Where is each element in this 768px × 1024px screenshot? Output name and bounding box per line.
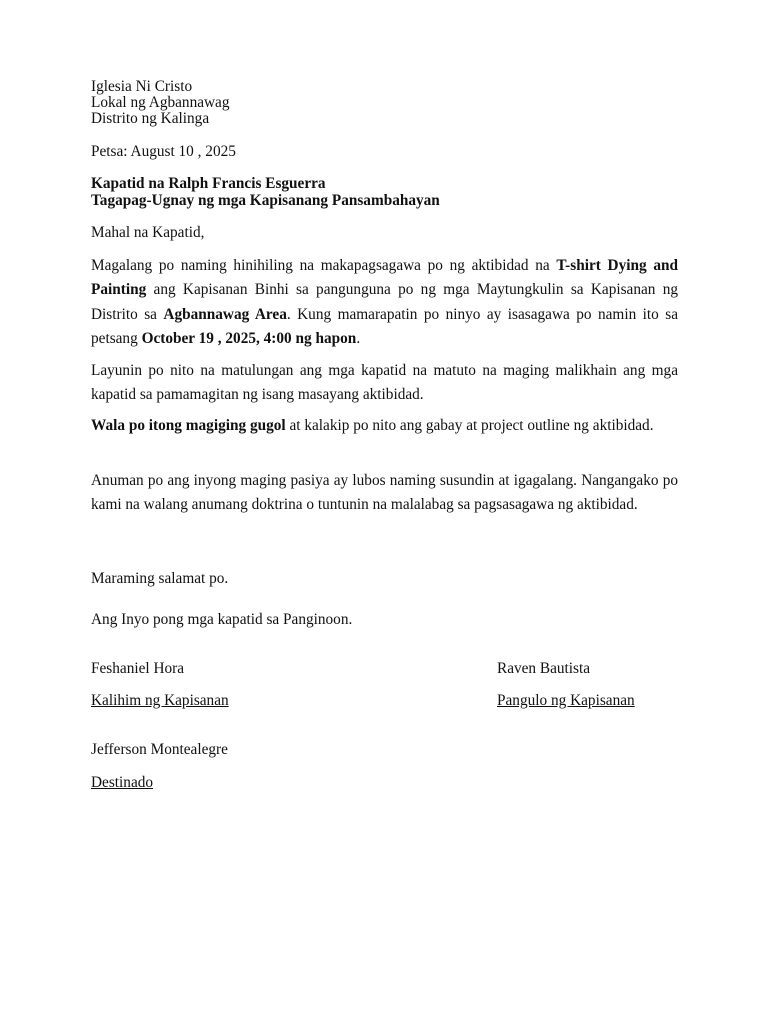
body-paragraph-1 <box>91 254 678 351</box>
signatory-left-name: Feshaniel Hora <box>91 660 185 677</box>
thanks-line: Maraming salamat po. <box>91 570 229 587</box>
signatory-right-role: Pangulo ng Kapisanan <box>497 692 635 709</box>
recipient-name: Kapatid na Ralph Francis Esguerra <box>91 175 326 192</box>
body-paragraph-3 <box>91 414 678 438</box>
signatory-left-role: Kalihim ng Kapisanan <box>91 692 229 709</box>
header-local: Lokal ng Agbannawag <box>91 94 230 111</box>
header-district: Distrito ng Kalinga <box>91 110 210 127</box>
signatory-bottom-name: Jefferson Montealegre <box>91 741 228 758</box>
signatory-bottom-role: Destinado <box>91 774 154 791</box>
body-paragraph-4: Anuman po ang inyong maging pasiya ay lubos naming susundin at igagalang. Nangangako po kami na walang anumang doktrina o tuntunin na malalabag sa pagsasagawa ng aktibidad. <box>91 472 678 514</box>
p1-text-e: . Kung mamarapatin po ninyo ay isasagawa po namin ito sa petsang <box>91 305 678 347</box>
salutation: Mahal na Kapatid, <box>91 224 205 241</box>
body-paragraph-2: Layunin po nito na matulungan ang mga kapatid na matuto na maging malikhain ang mga kapatid sa pamamagitan ng isang masayang aktibidad. <box>91 362 678 404</box>
activity-name: T-shirt Dying and Painting <box>91 257 678 299</box>
p1-text-g: . <box>356 329 361 347</box>
closing-line: Ang Inyo pong mga kapatid sa Panginoon. <box>91 611 353 628</box>
p1-text-a: Magalang po naming hinihiling na makapagsagawa po ng aktibidad na <box>91 257 557 274</box>
no-cost-note: Wala po itong magiging gugol <box>91 417 286 434</box>
p3-text-b: at kalakip po nito ang gabay at project outline ng aktibidad. <box>285 417 654 434</box>
activity-date: October 19 , 2025, 4:00 ng hapon <box>141 329 357 347</box>
area-name: Agbannawag Area <box>163 305 287 323</box>
recipient-title: Tagapag-Ugnay ng mga Kapisanang Pansambahayan <box>91 192 440 209</box>
p1-text-c: ang Kapisanan Binhi sa pangunguna po ng mga Maytungkulin sa Kapisanan ng Distrito sa <box>91 281 678 323</box>
signatory-right-name: Raven Bautista <box>497 660 591 677</box>
date-line: Petsa: August 10 , 2025 <box>91 143 236 160</box>
header-org: Iglesia Ni Cristo <box>91 78 193 95</box>
